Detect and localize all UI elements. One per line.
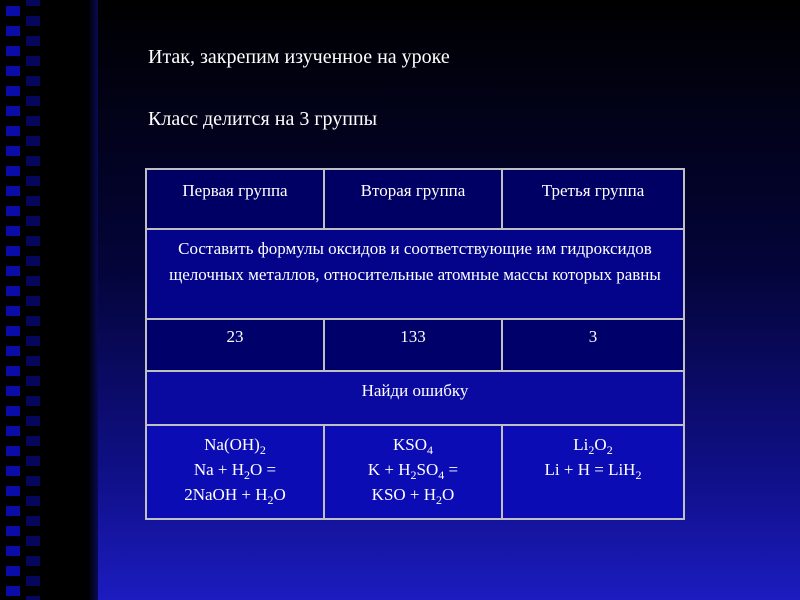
formula-subscript: 4 (438, 468, 445, 482)
header-group-1: Первая группа (146, 169, 324, 229)
formula-text: K + H (367, 460, 411, 479)
formula-text: Na + H (193, 460, 245, 479)
film-edge (88, 0, 98, 600)
formula-text: KSO (392, 435, 427, 454)
film-strip-decoration (0, 0, 98, 600)
formulas-group-2 (324, 425, 502, 519)
formula-text: O (442, 485, 455, 504)
formula-subscript: 2 (588, 443, 595, 457)
mass-group-1: 23 (146, 319, 324, 371)
find-error-text: Найди ошибку (146, 371, 684, 425)
formula-line (331, 482, 495, 507)
table-row-find-error (146, 371, 684, 425)
header-group-2: Вторая группа (324, 169, 502, 229)
formula-text: O (273, 485, 286, 504)
formula-line (509, 432, 677, 457)
film-holes (6, 0, 20, 600)
slide-title: Итак, закрепим изученное на уроке (148, 46, 450, 68)
formula-text: Li + H = LiH (544, 460, 636, 479)
formula-subscript: 2 (410, 468, 417, 482)
formula-text: O = (250, 460, 277, 479)
formula-text: 2NaOH + H (184, 485, 268, 504)
table-row-task (146, 229, 684, 319)
header-group-3: Третья группа (502, 169, 684, 229)
formula-subscript: 2 (635, 468, 642, 482)
film-holes-secondary (26, 0, 40, 600)
task-text: Составить формулы оксидов и соответствующие им гидроксидов щелочных металлов, относительные атомные массы которых равны (146, 229, 684, 319)
slide-subtitle: Класс делится на 3 группы (148, 108, 378, 130)
formula-line (331, 432, 495, 457)
formula-text: KSO + H (371, 485, 437, 504)
formula-subscript: 2 (244, 468, 251, 482)
formulas-group-1 (146, 425, 324, 519)
formula-line (153, 482, 317, 507)
formula-line (153, 457, 317, 482)
formula-line (331, 457, 495, 482)
formulas-group-3 (502, 425, 684, 519)
formula-text: SO (416, 460, 439, 479)
formula-subscript: 2 (259, 443, 266, 457)
table-row-headers (146, 169, 684, 229)
mass-group-3: 3 (502, 319, 684, 371)
formula-subscript: 2 (267, 493, 274, 507)
formula-subscript: 4 (427, 443, 433, 457)
mass-group-2: 133 (324, 319, 502, 371)
formula-line (509, 457, 677, 482)
table-row-formulas (146, 425, 684, 519)
table-row-masses (146, 319, 684, 371)
formula-subscript: 2 (606, 443, 613, 457)
formula-line (153, 432, 317, 457)
formula-text: = (444, 460, 459, 479)
formula-text: O (594, 435, 607, 454)
groups-table (145, 168, 685, 520)
formula-text: Li (573, 435, 589, 454)
formula-text: Na(OH) (204, 435, 260, 454)
formula-subscript: 2 (436, 493, 443, 507)
